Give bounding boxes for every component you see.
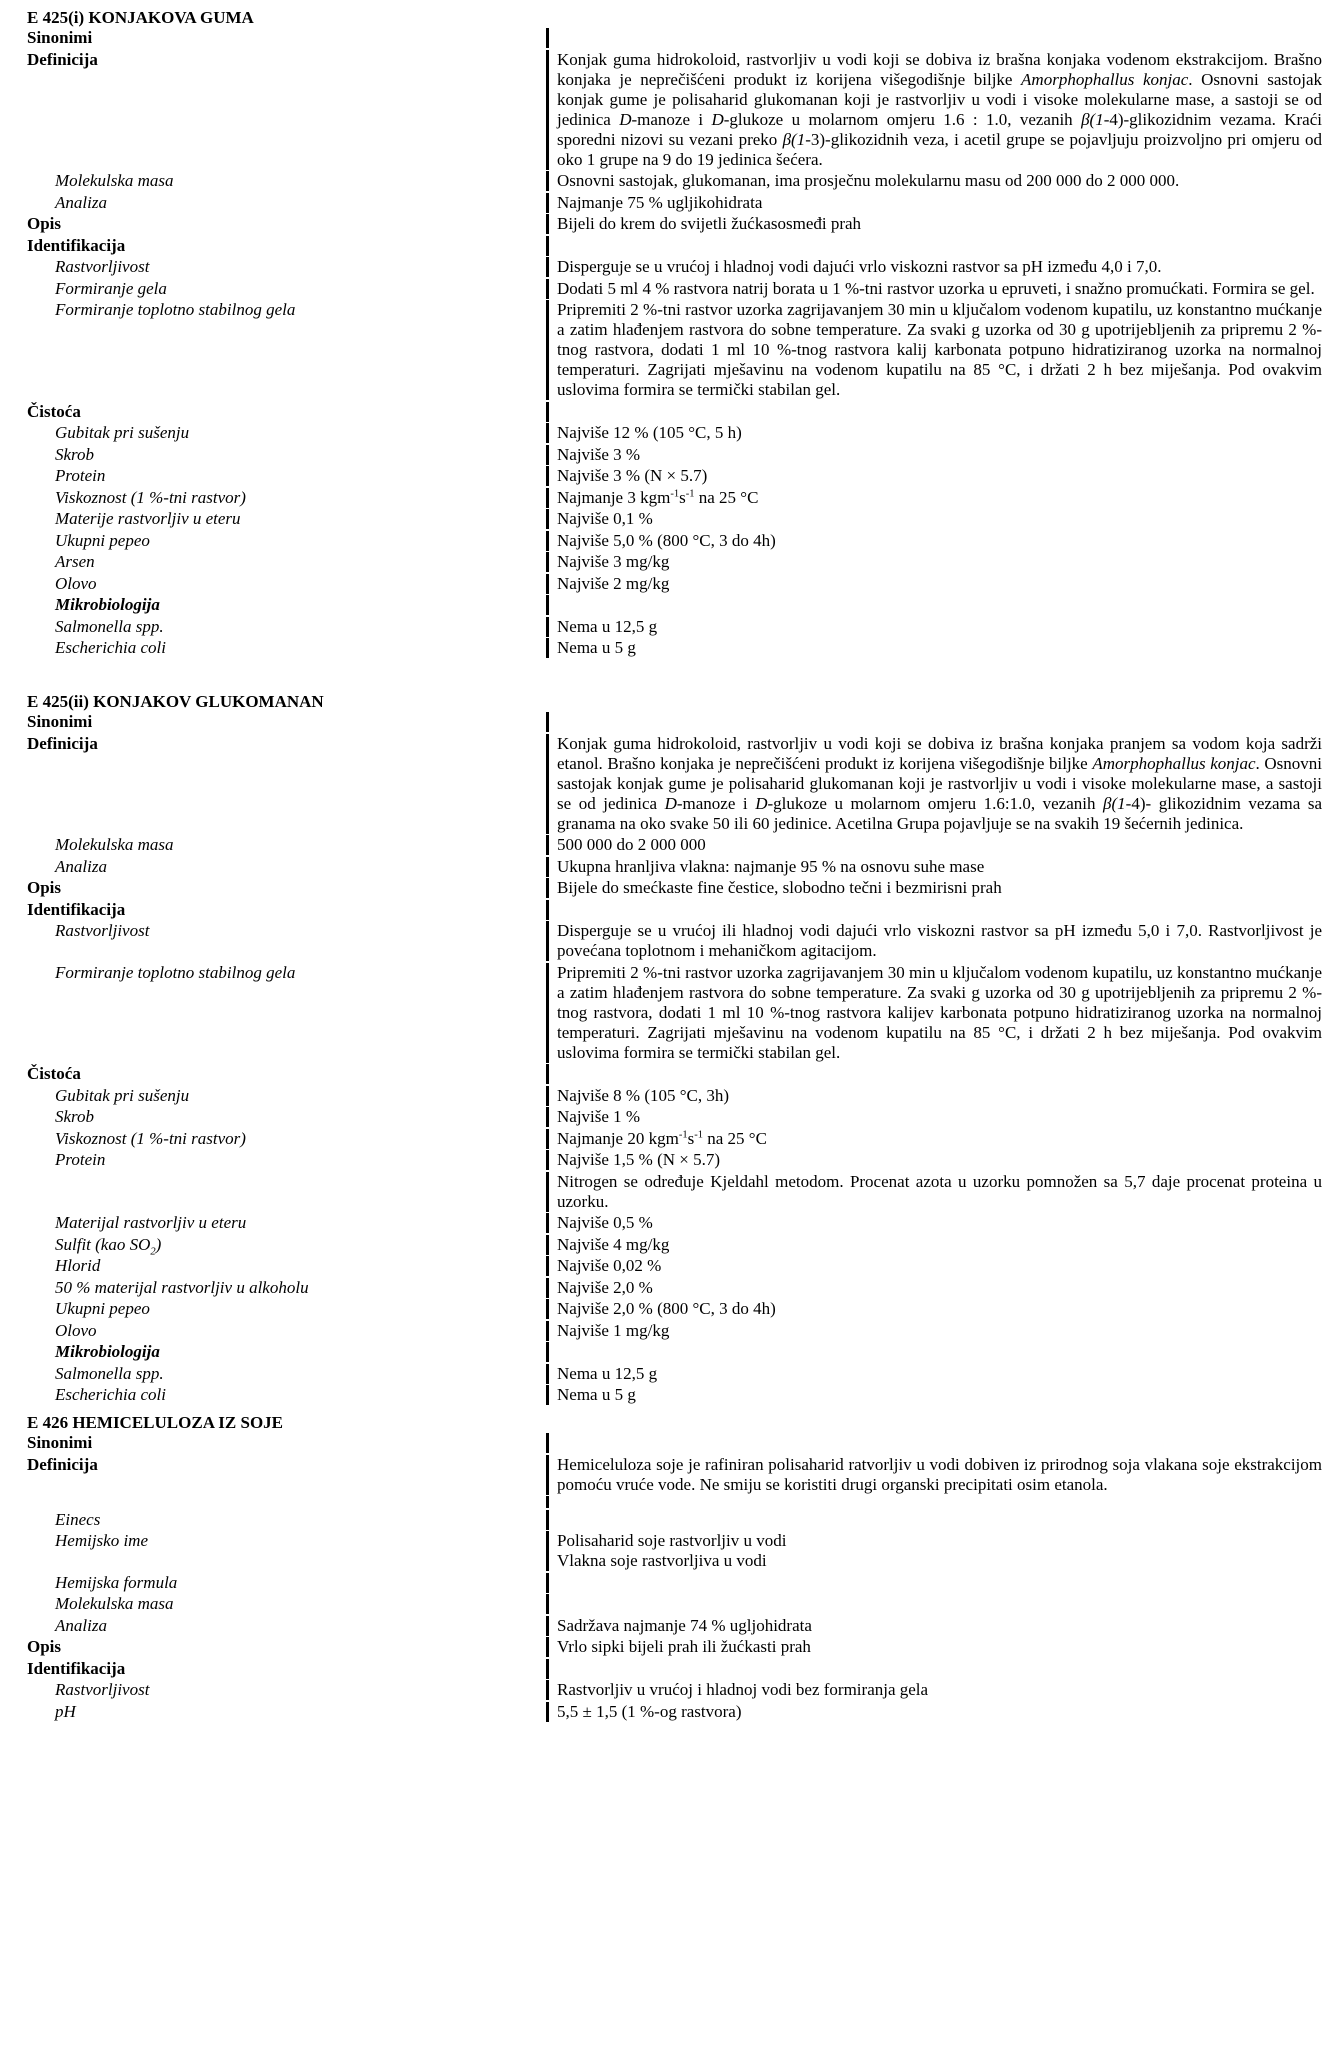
spec-row	[27, 1616, 1322, 1636]
spec-label: Salmonella spp.	[55, 1363, 164, 1383]
spec-row	[27, 574, 1322, 594]
spec-value: Najviše 2,0 % (800 °C, 3 do 4h)	[546, 1299, 1322, 1319]
spec-value	[546, 1573, 1322, 1593]
spec-value: Najviše 3 %	[546, 445, 1322, 465]
spec-label: Analiza	[55, 856, 107, 876]
spec-label: Einecs	[55, 1509, 101, 1529]
spec-label: Identifikacija	[27, 1658, 126, 1678]
spec-value: Najmanje 20 $kgm^{-1}s^{-1}$ na 25 °C	[546, 1129, 1322, 1149]
spec-label: Olovo	[55, 1320, 97, 1340]
spec-label: Rastvorljivost	[55, 921, 150, 940]
spec-value	[546, 1594, 1322, 1614]
spec-label: Opis	[27, 214, 62, 233]
section-heading: E 426 HEMICELULOZA IZ SOJE	[27, 1413, 284, 1432]
spec-value: Nema u 5 g	[546, 1385, 1322, 1405]
spec-value: Hemiceluloza soje je rafiniran polisaharid ratvorljiv u vodi dobiven iz prirodnog soja vlakana soje ekstrakcijom pomoću vruće vode. Ne smiju se koristiti drugi organski precipitati osim etanola.	[546, 1455, 1322, 1495]
spec-label: Definicija	[27, 49, 98, 69]
spec-label: Escherichia coli	[55, 1385, 166, 1404]
spec-label: Formiranje gela	[55, 278, 167, 298]
spec-value: Najviše 3 mg/kg	[546, 552, 1322, 572]
spec-label: Rastvorljivost	[55, 1680, 150, 1699]
spec-row	[27, 1213, 1322, 1233]
spec-label: Arsen	[55, 552, 95, 571]
spec-label: Analiza	[55, 1615, 107, 1635]
spec-value: Najviše 1 %	[546, 1107, 1322, 1127]
spec-row	[27, 1385, 1322, 1405]
spec-value: Vrlo sipki bijeli prah ili žućkasti prah	[546, 1637, 1322, 1657]
spec-row	[27, 1510, 1322, 1530]
spec-label: pH	[55, 1701, 76, 1721]
spec-value: Najviše 12 % (105 °C, 5 h)	[546, 423, 1322, 443]
section-e-425-i	[27, 8, 1322, 658]
spec-label: Sulfit (kao $SO_2$)	[55, 1234, 162, 1257]
spec-row	[27, 1364, 1322, 1384]
spec-label: Skrob	[55, 444, 95, 464]
spec-value: Najviše 5,0 % (800 °C, 3 do 4h)	[546, 531, 1322, 551]
section-e-426	[27, 1413, 1322, 1722]
spec-value: Pripremiti 2 %-tni rastvor uzorka zagrijavanjem 30 min u ključalom vodenom kupatilu, uz konstantno mućkanje a zatim hlađenjem rastvora do sobne temperature. Za svaki g uzorka od 30 g upotrijebljenih za pripremu 2 %-tnog rastvora, dodati 1 ml 10 %-tnog rastvora kalij karbonata potpuno hidratiziranog uzorka na normalnoj temperaturi. Zagrijati mješavinu na vodenom kupatilu na 85 °C, i držati 2 h bez miješanja. Pod ovakvim uslovima formira se termički stabilan gel.	[546, 300, 1322, 400]
spec-row	[27, 921, 1322, 961]
spec-row	[27, 193, 1322, 213]
spec-label: Mikrobiologija	[55, 1342, 160, 1361]
spec-label: Protein	[55, 466, 106, 485]
spec-label: Gubitak pri sušenju	[55, 423, 190, 442]
spec-value	[546, 712, 1322, 732]
spec-row	[27, 50, 1322, 170]
spec-value: Konjak guma hidrokoloid, rastvorljiv u vodi koji se dobiva iz brašna konjaka vodenom ekstrakcijom. Brašno konjaka je neprečišćeni produkt iz korijena višegodišnje biljke Amorphophallus konjac. Osnovni sastojak konjak gume je polisaharid glukomanan koji je rastvorljiv u vodi i visoke molekularne mase, a sastoji se od jedinica D-manoze i D-glukoze u molarnom omjeru 1.6 : 1.0, vezanih β(1-4)-glikozidnim vezama. Kraći sporedni nizovi su vezani preko β(1-3)-glikozidnih veza, i acetil grupe se pojavljuju proizvoljno pri omjeru od oko 1 grupe na 9 do 19 jedinica šećera.	[546, 50, 1322, 170]
spec-row	[27, 236, 1322, 256]
spec-label: Molekulska masa	[55, 1594, 174, 1613]
spec-label: Sinonimi	[27, 1433, 93, 1452]
spec-row	[27, 1278, 1322, 1298]
section-body	[27, 28, 1322, 658]
spec-value: Najviše 1 mg/kg	[546, 1321, 1322, 1341]
spec-value: Disperguje se u vrućoj ili hladnoj vodi dajući vrlo viskozni rastvor sa pH između 5,0 i 7,0. Rastvorljivost je povećana toplotnom i mehaničkom agitacijom.	[546, 921, 1322, 961]
spec-row	[27, 878, 1322, 898]
spec-label: Analiza	[55, 192, 107, 212]
spec-row	[27, 1531, 1322, 1571]
spec-value: Najmanje 3 $kgm^{-1}s^{-1}$ na 25 °C	[546, 488, 1322, 508]
spec-row	[27, 1299, 1322, 1319]
spec-label: Mikrobiologija	[55, 595, 160, 614]
spec-label: Olovo	[55, 573, 97, 593]
spec-value	[546, 595, 1322, 615]
spec-label	[27, 1172, 546, 1212]
spec-value: Bijele do smećkaste fine čestice, slobodno tečni i bezmirisni prah	[546, 878, 1322, 898]
spec-value	[546, 1342, 1322, 1362]
spec-value: Bijeli do krem do svijetli žućkasosmeđi prah	[546, 214, 1322, 234]
spec-row	[27, 835, 1322, 855]
spec-row	[27, 617, 1322, 637]
spec-label: Identifikacija	[27, 899, 126, 919]
spec-row	[27, 1107, 1322, 1127]
spec-label: Molekulska masa	[55, 171, 174, 190]
spec-row	[27, 279, 1322, 299]
spec-value: Rastvorljiv u vrućoj i hladnoj vodi bez formiranja gela	[546, 1680, 1322, 1700]
spec-row	[27, 900, 1322, 920]
spec-value: Najviše 0,5 %	[546, 1213, 1322, 1233]
spec-row	[27, 28, 1322, 48]
spec-label: Gubitak pri sušenju	[55, 1085, 190, 1105]
spec-value: Dodati 5 ml 4 % rastvora natrij borata u 1 %-tni rastvor uzorka u epruveti, i snažno promućkati. Formira se gel.	[546, 279, 1322, 299]
section-heading: E 425(ii) KONJAKOV GLUKOMANAN	[27, 692, 324, 711]
spec-label: Escherichia coli	[55, 638, 166, 657]
spec-value-line: Vlakna soje rastvorljiva u vodi	[557, 1551, 767, 1570]
spec-value	[546, 1064, 1322, 1084]
spec-row	[27, 1573, 1322, 1593]
spec-row	[27, 445, 1322, 465]
spec-value: 5,5 ± 1,5 (1 %-og rastvora)	[546, 1702, 1322, 1722]
spec-value: Najviše 0,1 %	[546, 509, 1322, 529]
spec-label: Materije rastvorljiv u eteru	[55, 509, 241, 528]
spec-label: Ukupni pepeo	[55, 530, 150, 550]
spec-value: 500 000 do 2 000 000	[546, 835, 1322, 855]
spec-row	[27, 1659, 1322, 1679]
spec-label: Hemijska formula	[55, 1572, 178, 1592]
spec-value: Pripremiti 2 %-tni rastvor uzorka zagrijavanjem 30 min u ključalom vodenom kupatilu, uz konstantno mućkanje a zatim hlađenjem rastvora do sobne temperature. Za svaki g uzorka od 30 g upotrijebljenih za pripremu 2 %-tnog rastvora, dodati 1 ml 10 %-tnog rastvora kalijev karbonata potpuno hidratiziranog uzorka na normalnoj temperaturi. Zagrijati mješavinu na vodenom kupatilu na 85 °C, i držati 2 h bez miješanja. Pod ovakvim uslovima formira se termički stabilan gel.	[546, 963, 1322, 1063]
spec-value: Konjak guma hidrokoloid, rastvorljiv u vodi koji se dobiva iz brašna konjaka pranjem sa vodom koja sadrži etanol. Brašno konjaka je neprečišćeni produkt iz korijena višegodišnje biljke Amorphophallus konjac. Osnovni sastojak konjak gume je polisaharid glukomanan koji je rastvorljiv u vodi i visoke molekularne mase, a sastoji se od jedinica D-manoze i D-glukoze u molarnom omjeru 1.6:1.0, vezanih β(1-4)- glikozidnim vezama sa granama na oko svake 50 ili 60 jedinice. Acetilna Grupa pojavljuje se na svakih 19 šećernih jedinica.	[546, 734, 1322, 834]
spec-row	[27, 1172, 1322, 1212]
spec-value: Najviše 8 % (105 °C, 3h)	[546, 1086, 1322, 1106]
spec-label: Čistoća	[27, 401, 81, 421]
spec-row	[27, 466, 1322, 486]
spec-row	[27, 1150, 1322, 1170]
spec-row	[27, 1702, 1322, 1722]
spec-label: Molekulska masa	[55, 835, 174, 854]
spec-row	[27, 712, 1322, 732]
spec-value: Nema u 5 g	[546, 638, 1322, 658]
spec-row	[27, 1321, 1322, 1341]
spec-row	[27, 171, 1322, 191]
spec-value: Najviše 4 mg/kg	[546, 1235, 1322, 1255]
spec-value: Najviše 2,0 %	[546, 1278, 1322, 1298]
spec-label: Identifikacija	[27, 235, 126, 255]
spec-row	[27, 1086, 1322, 1106]
spec-row	[27, 488, 1322, 508]
spacer-row	[27, 1496, 1322, 1508]
spec-value: Nitrogen se određuje Kjeldahl metodom. Procenat azota u uzorku pomnožen sa 5,7 daje procenat proteina u uzorku.	[546, 1172, 1322, 1212]
spec-value	[546, 1510, 1322, 1530]
spec-value: Disperguje se u vrućoj i hladnoj vodi dajući vrlo viskozni rastvor sa pH između 4,0 i 7,0.	[546, 257, 1322, 277]
section-heading: E 425(i) KONJAKOVA GUMA	[27, 8, 254, 27]
spec-label: Sinonimi	[27, 28, 93, 47]
spec-label: Definicija	[27, 733, 98, 753]
spec-row	[27, 595, 1322, 615]
spec-row	[27, 1342, 1322, 1362]
spec-value	[546, 1433, 1322, 1453]
spec-row	[27, 1129, 1322, 1149]
spec-value: Ukupna hranljiva vlakna: najmanje 95 % na osnovu suhe mase	[546, 857, 1322, 877]
spec-label: 50 % materijal rastvorljiv u alkoholu	[55, 1277, 309, 1297]
spec-label: Salmonella spp.	[55, 616, 164, 636]
spec-label: Formiranje toplotno stabilnog gela	[55, 300, 296, 319]
spec-value: Najviše 0,02 %	[546, 1256, 1322, 1276]
spec-row	[27, 531, 1322, 551]
spec-value: Najviše 3 % (N × 5.7)	[546, 466, 1322, 486]
spec-row	[27, 1064, 1322, 1084]
spec-label: Skrob	[55, 1107, 95, 1126]
spec-row	[27, 1256, 1322, 1276]
spec-row	[27, 1680, 1322, 1700]
spec-label: Rastvorljivost	[55, 257, 150, 276]
spec-value	[546, 900, 1322, 920]
spec-value-line: Polisaharid soje rastvorljiv u vodi	[557, 1531, 787, 1550]
spec-row	[27, 963, 1322, 1063]
spec-label: Definicija	[27, 1454, 98, 1474]
spec-value: Sadržava najmanje 74 % ugljohidrata	[546, 1616, 1322, 1636]
section-body	[27, 712, 1322, 1405]
spec-row	[27, 1433, 1322, 1453]
spec-label: Ukupni pepeo	[55, 1299, 150, 1318]
spec-value: Osnovni sastojak, glukomanan, ima prosječnu molekularnu masu od 200 000 do 2 000 000.	[546, 171, 1322, 191]
spec-row	[27, 552, 1322, 572]
spec-value	[546, 236, 1322, 256]
spec-label	[27, 1496, 546, 1508]
spec-row	[27, 1594, 1322, 1614]
spec-label: Formiranje toplotno stabilnog gela	[55, 962, 296, 982]
spec-value	[546, 1531, 1322, 1571]
spec-label: Sinonimi	[27, 712, 93, 731]
spec-label: Opis	[27, 1637, 62, 1656]
spec-row	[27, 509, 1322, 529]
spec-row	[27, 1455, 1322, 1495]
spec-row	[27, 1235, 1322, 1255]
spec-label: Čistoća	[27, 1064, 81, 1083]
section-e-425-ii	[27, 692, 1322, 1405]
spec-value: Najviše 1,5 % (N × 5.7)	[546, 1150, 1322, 1170]
spec-value: Najmanje 75 % ugljikohidrata	[546, 193, 1322, 213]
sections	[27, 8, 1322, 1722]
spec-value	[546, 402, 1322, 422]
spec-label: Viskoznost (1 %-tni rastvor)	[55, 487, 246, 507]
spec-row	[27, 1637, 1322, 1657]
spec-value: Najviše 2 mg/kg	[546, 574, 1322, 594]
spec-row	[27, 857, 1322, 877]
spec-value: Nema u 12,5 g	[546, 617, 1322, 637]
spec-row	[27, 300, 1322, 400]
spec-value	[546, 28, 1322, 48]
spec-label: Opis	[27, 878, 62, 897]
spec-value	[546, 1496, 1322, 1508]
spec-row	[27, 214, 1322, 234]
spec-value: Nema u 12,5 g	[546, 1364, 1322, 1384]
spec-row	[27, 734, 1322, 834]
spec-label: Materijal rastvorljiv u eteru	[55, 1213, 247, 1232]
spec-row	[27, 423, 1322, 443]
spec-label: Hemijsko ime	[55, 1531, 149, 1550]
spec-row	[27, 402, 1322, 422]
spec-row	[27, 257, 1322, 277]
spec-label: Viskoznost (1 %-tni rastvor)	[55, 1128, 246, 1148]
spec-value	[546, 1659, 1322, 1679]
spec-label: Protein	[55, 1150, 106, 1169]
section-body	[27, 1433, 1322, 1722]
spec-row	[27, 638, 1322, 658]
spec-label: Hlorid	[55, 1256, 101, 1275]
